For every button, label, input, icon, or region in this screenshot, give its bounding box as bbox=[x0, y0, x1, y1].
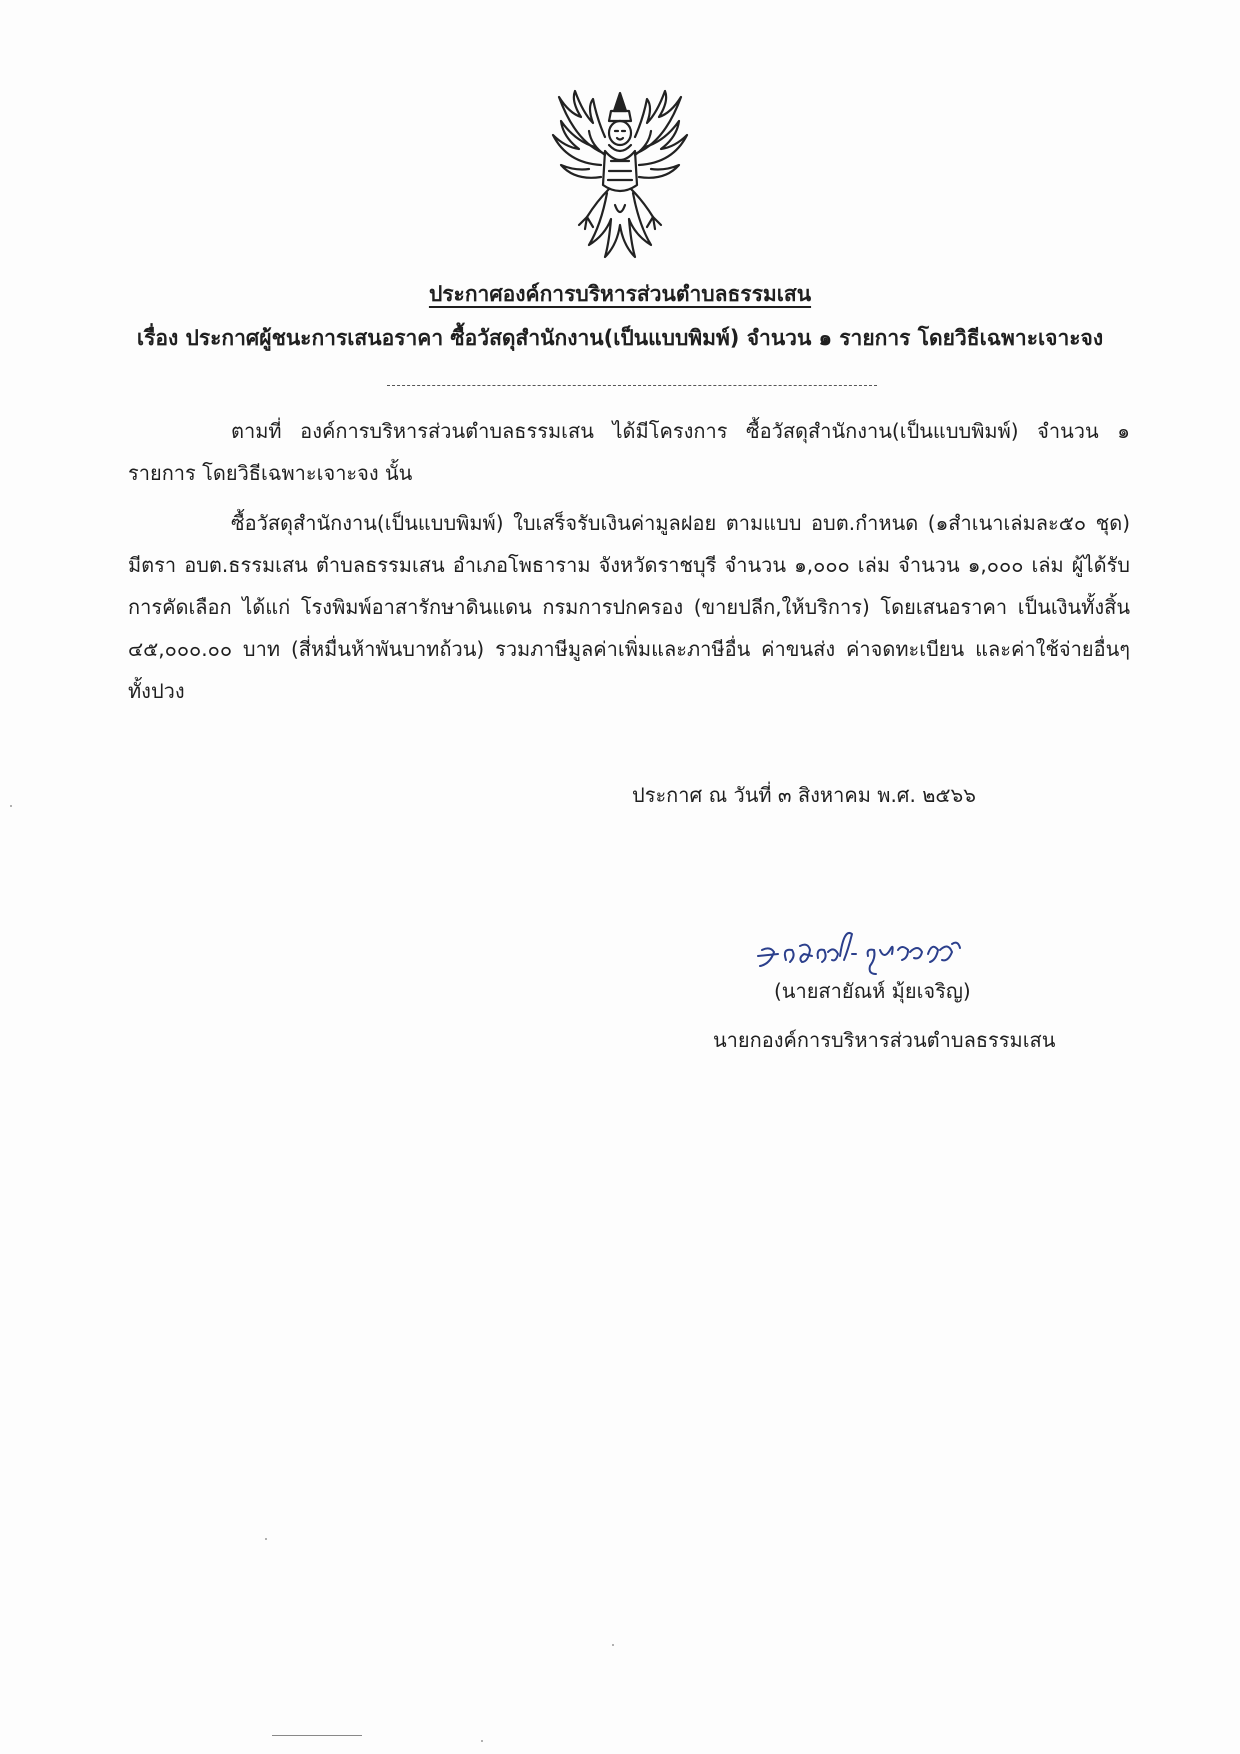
garuda-emblem-icon bbox=[545, 85, 695, 265]
paragraph-details: ซื้อวัสดุสำนักงาน(เป็นแบบพิมพ์) ใบเสร็จรับเงินค่ามูลฝอย ตามแบบ อบต.กำหนด (๑สำเนาเล่มละ๕๐ ชุด) มีตรา อบต.ธรรมเสน ตำบลธรรมเสน อำเภอโพธาราม จังหวัดราชบุรี จำนวน ๑,๐๐๐ เล่ม จำนวน ๑,๐๐๐ เล่ม ผู้ได้รับการคัดเลือก ได้แก่ โรงพิมพ์อาสารักษาดินแดน กรมการปกครอง (ขายปลีก,ให้บริการ) โดยเสนอราคา เป็นเงินทั้งสิ้น ๔๕,๐๐๐.๐๐ บาท (สี่หมื่นห้าพันบาทถ้วน) รวมภาษีมูลค่าเพิ่มและภาษีอื่น ค่าขนส่ง ค่าจดทะเบียน และค่าใช้จ่ายอื่นๆ ทั้งปวง bbox=[128, 511, 1130, 703]
handwritten-signature bbox=[752, 920, 1052, 980]
scan-speck bbox=[612, 1644, 614, 1646]
divider-line bbox=[387, 385, 877, 386]
scan-speck bbox=[265, 1538, 267, 1540]
scan-artifact-line bbox=[272, 1735, 362, 1736]
announcement-subject: เรื่อง ประกาศผู้ชนะการเสนอราคา ซื้อวัสดุสำนักงาน(เป็นแบบพิมพ์) จำนวน ๑ รายการ โดยวิธีเฉพาะเจาะจง bbox=[136, 326, 1104, 350]
announcement-title: ประกาศองค์การบริหารส่วนตำบลธรรมเสน bbox=[428, 282, 812, 306]
scan-speck bbox=[481, 1740, 483, 1742]
announcement-date: ประกาศ ณ วันที่ ๓ สิงหาคม พ.ศ. ๒๕๖๖ bbox=[632, 783, 976, 807]
scan-speck bbox=[10, 805, 12, 807]
signer-name: (นายสายัณห์ มุ้ยเจริญ) bbox=[774, 979, 971, 1003]
signer-position: นายกองค์การบริหารส่วนตำบลธรรมเสน bbox=[713, 1028, 1056, 1052]
paragraph-project: ตามที่ องค์การบริหารส่วนตำบลธรรมเสน ได้มีโครงการ ซื้อวัสดุสำนักงาน(เป็นแบบพิมพ์) จำนวน ๑ รายการ โดยวิธีเฉพาะเจาะจง นั้น bbox=[128, 419, 1130, 485]
